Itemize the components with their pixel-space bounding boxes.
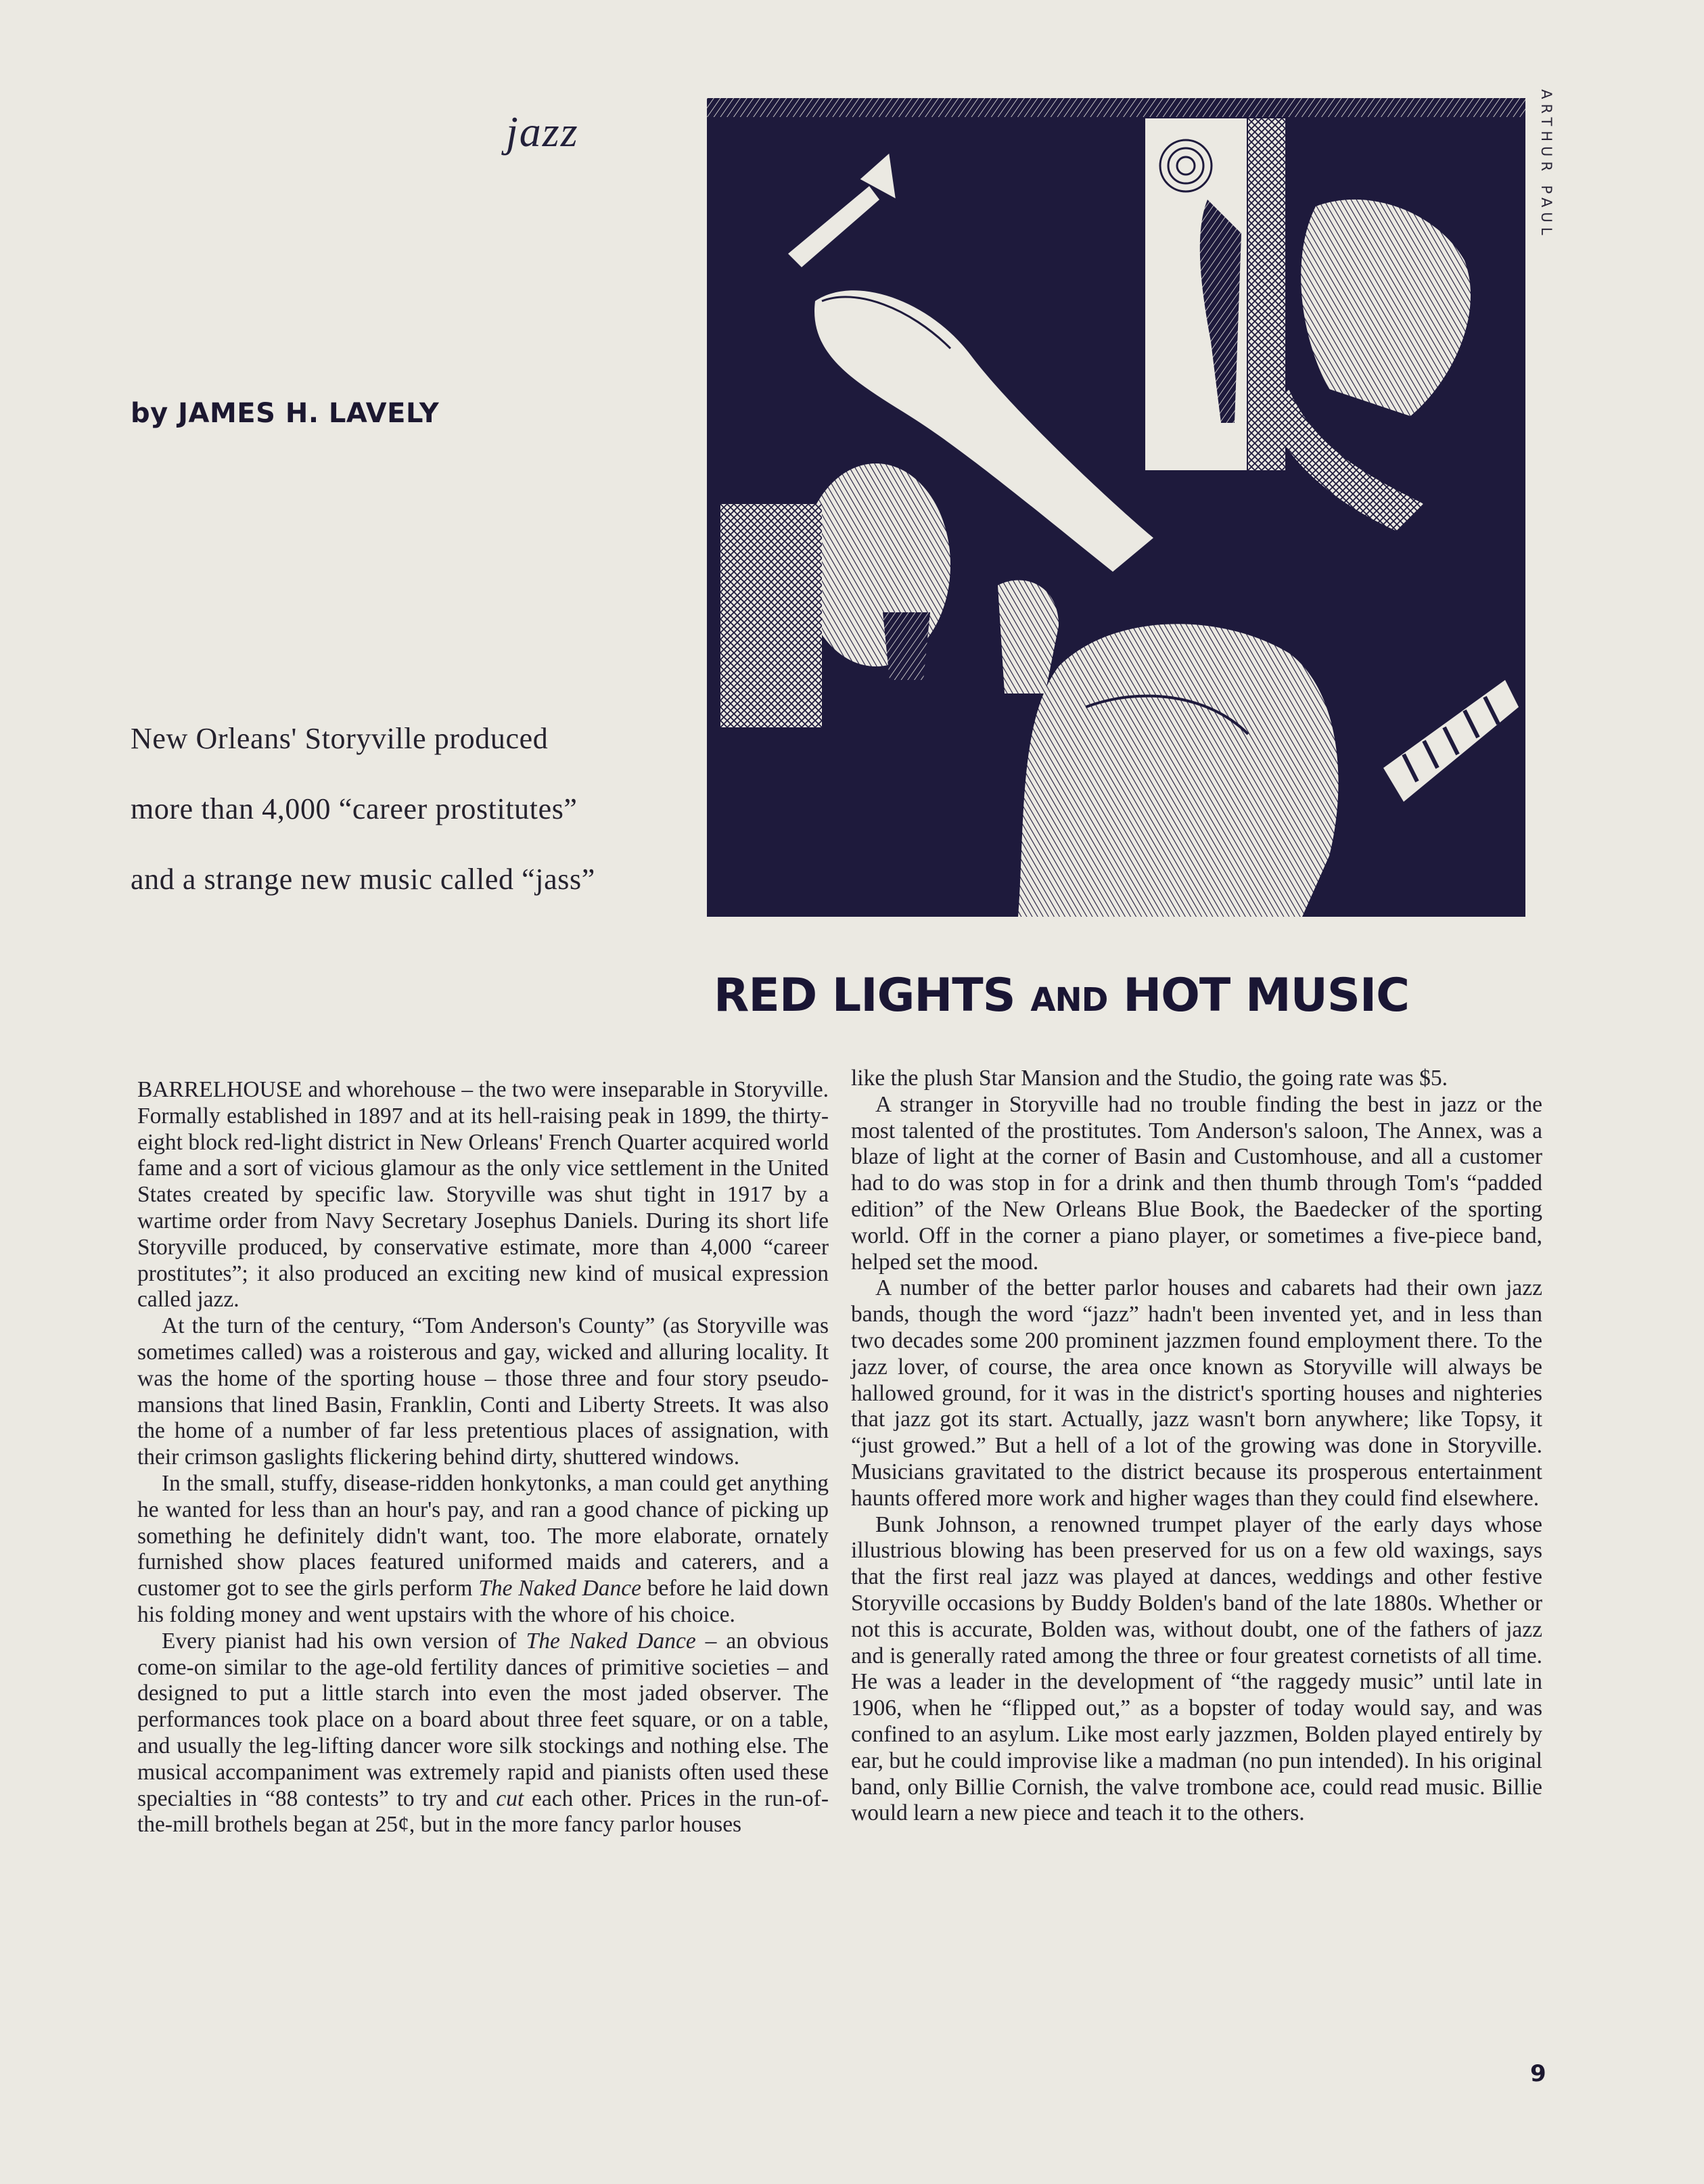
text-run: – an obvious come-on similar to the age-old fertility dances of primitive societies – and designed to put a little starch into even the most jaded observer. The performances took place on a board about three feet square, or on a table, and usually the leg-lifting dancer wore silk stockings and nothing else. The musical accompaniment was extremely rapid and pianists often used these specialties in “88 contests” to try and xyxy=(137,1628,829,1811)
byline: by JAMES H. LAVELY xyxy=(131,398,440,429)
title-emphasis: The Naked Dance xyxy=(478,1576,642,1601)
paragraph xyxy=(137,1629,829,1838)
headline-part-3: HOT MUSIC xyxy=(1123,969,1410,1022)
text-run: each other. Prices in the run-of-the-mill brothels began at 25¢, but in the more fancy parlor houses xyxy=(137,1785,829,1838)
pen-ink-drawing-icon xyxy=(707,98,1525,917)
text-run: Every pianist had his own version of xyxy=(162,1628,526,1654)
paragraph xyxy=(137,1471,829,1629)
page-number: 9 xyxy=(1530,2060,1546,2087)
paragraph: BARRELHOUSE and whorehouse – the two were inseparable in Storyville. Formally established in 1897 and at its hell-raising peak in 1899, the thirty-eight block red-light district in New Orleans' French Quarter acquired world fame and a sort of vicious glamour as the only vice settlement in the United States created by specific law. Storyville was shut tight in 1917 by a wartime order from Navy Secretary Josephus Daniels. During its short life Storyville produced, by conservative estimate, more than 4,000 “career prostitutes”; it also produced an exciting new kind of musical expression called jazz. xyxy=(137,1077,829,1313)
title-emphasis: The Naked Dance xyxy=(526,1628,696,1654)
text-run: In the small, stuffy, disease-ridden honkytonks, a man could get anything he wanted for less than an hour's pay, and ran a good chance of picking up something he definitely didn't want, too. The more elaborate, ornately furnished show places featured uniformed maids and caterers, and a customer got to see the girls perform xyxy=(137,1470,829,1601)
headline-part-1: RED LIGHTS xyxy=(714,969,1015,1022)
deck-line: New Orleans' Storyville produced xyxy=(131,722,549,755)
body-column-left xyxy=(137,1077,829,1838)
paragraph: A stranger in Storyville had no trouble finding the best in jazz or the most talented of the prostitutes. Tom Anderson's saloon, The Annex, was a blaze of light at the corner of Basin and Customhouse, and all a customer had to do was stop in for a drink and then thumb through Tom's “padded edition” of the New Orleans Blue Book, the Baedecker of the sporting world. Off in the corner a piano player, or sometimes a five-piece band, helped set the mood. xyxy=(851,1091,1542,1275)
paragraph: Bunk Johnson, a renowned trumpet player of the early days whose illustrious blowing has been preserved for us on a few old waxings, says that the first real jazz was played at dances, weddings and other festive Storyville occasions by Buddy Bolden's band of the late 1880s. Whether or not this is accurate, Bolden was, without doubt, one of the fathers of jazz and is generally rated among the three or four greatest cornetists of all time. He was a leader in the development of “the raggedy music” until late in 1906, when he “flipped out,” as a bopster of today would say, and was confined to an asylum. Like most early jazzmen, Bolden played entirely by ear, but he could improvise like a madman (no pun intended). In his original band, only Billie Cornish, the valve trombone ace, could read music. Billie would learn a new piece and teach it to the others. xyxy=(851,1511,1542,1826)
paragraph: At the turn of the century, “Tom Anderson's County” (as Storyville was sometimes called) was a roisterous and gay, wicked and alluring locality. It was the home of the sporting house – those three and four story pseudo-mansions that lined Basin, Franklin, Conti and Liberty Streets. It was also the home of a number of far less pretentious places of assignation, with their crimson gaslights flickering behind dirty, shuttered windows. xyxy=(137,1313,829,1470)
term-emphasis: cut xyxy=(496,1785,524,1811)
paragraph: A number of the better parlor houses and cabarets had their own jazz bands, though the word “jazz” hadn't been invented yet, and in less than two decades some 200 prominent jazzmen found employment there. To the jazz lover, of course, the area once known as Storyville will always be hallowed ground, for it was in the district's sporting houses and nighteries that jazz got its start. Actually, jazz wasn't born anywhere; like Topsy, it “just growed.” But a hell of a lot of the growing was done in Storyville. Musicians gravitated to the district because its prosperous entertainment haunts offered more work and higher wages than they could find elsewhere. xyxy=(851,1275,1542,1511)
deck-line: and a strange new music called “jass” xyxy=(131,863,595,896)
headline-part-2: AND xyxy=(1030,981,1108,1019)
section-label: jazz xyxy=(506,108,579,156)
paragraph: like the plush Star Mansion and the Studio, the going rate was $5. xyxy=(851,1066,1448,1091)
illustration-credit: ARTHUR PAUL xyxy=(1538,89,1555,240)
illustration-jazz-scene xyxy=(707,98,1525,917)
article-headline xyxy=(714,969,1409,1022)
deck-line: more than 4,000 “career prostitutes” xyxy=(131,792,578,825)
body-column-right xyxy=(851,1066,1542,1827)
deck-subtitle xyxy=(131,704,699,915)
text-run: before he laid down his folding money and went upstairs with the whore of his choice. xyxy=(137,1576,829,1627)
